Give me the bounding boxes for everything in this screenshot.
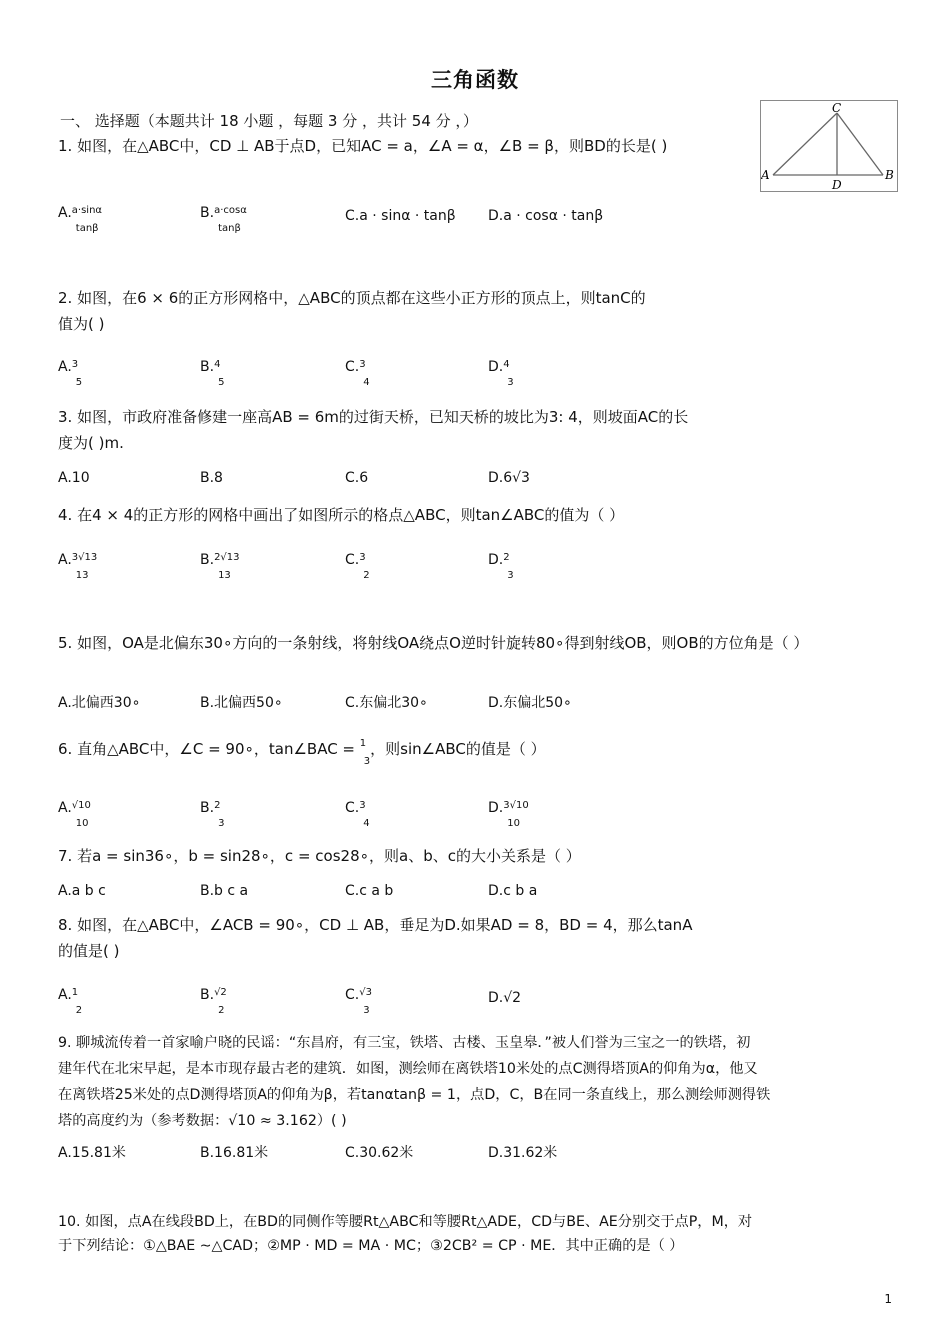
q9-option-a[interactable]: A.15.81米: [58, 1145, 126, 1161]
q2-d-den: 3: [507, 377, 514, 388]
q4-option-d[interactable]: D. 2 3: [488, 552, 514, 581]
q4-a-den: 13: [75, 570, 89, 581]
q7-stem: 7. 若a = sin36∘，b = sin28∘，c = cos28∘，则a、b、c的大小关系是（ ）: [58, 847, 581, 865]
q2-option-c[interactable]: C. 3 4: [345, 359, 370, 388]
q9-option-b[interactable]: B.16.81米: [200, 1145, 269, 1161]
page-number: 1: [884, 1292, 892, 1306]
q7-option-a[interactable]: A.a b c: [58, 883, 106, 899]
q4-b-den: 13: [218, 570, 231, 581]
q3-option-b[interactable]: B.8: [200, 470, 223, 486]
q1-a-num: a·sinα: [71, 205, 103, 216]
q8-a-num: 1: [71, 987, 79, 998]
q4-c-den: 2: [363, 570, 370, 581]
q8-option-c[interactable]: C. √3 3: [345, 987, 372, 1016]
q6-stem-post: ，则sin∠ABC的值是（ ）: [370, 740, 546, 758]
q6-frac-den: 3: [363, 756, 371, 767]
q6-a-num: √10: [71, 800, 91, 811]
q9-line2: 建年代在北宋早起，是本市现存最古老的建筑．如图，测绘师在离铁塔10米处的点C测得塔顶A的仰角为α，他又: [58, 1061, 758, 1077]
q6-frac-num: 1: [359, 738, 367, 749]
q4-c-num: 3: [359, 552, 366, 563]
page-title: 三角函数: [431, 68, 519, 92]
triangle-diagram: [761, 101, 897, 191]
q8-option-a[interactable]: A. 1 2: [58, 987, 83, 1016]
q2-option-a[interactable]: A. 3 5: [58, 359, 83, 388]
q4-b-num: 2√13: [214, 552, 240, 563]
q2-a-num: 3: [71, 359, 79, 370]
q8-option-d[interactable]: D.√2: [488, 990, 522, 1006]
q6-option-a[interactable]: A. √10 10: [58, 800, 91, 829]
q6-d-num: 3√10: [503, 800, 529, 811]
q1-option-a[interactable]: A. a·sinα tanβ: [58, 205, 103, 234]
q6-option-b[interactable]: B. 2 3: [200, 800, 225, 829]
q2-stem-line1: 2. 如图，在6 × 6的正方形网格中，△ABC的顶点都在这些小正方形的顶点上，则tanC的: [58, 289, 646, 307]
section-heading: 一、 选择题（本题共计 18 小题 ，每题 3 分 ，共计 54 分 ，）: [60, 112, 478, 130]
q6-b-num: 2: [214, 800, 221, 811]
side-ac: [773, 113, 837, 175]
q4-option-a[interactable]: A. 3√13 13: [58, 552, 98, 581]
q4-stem: 4. 在4 × 4的正方形的网格中画出了如图所示的格点△ABC，则tan∠ABC的值为（ ）: [58, 506, 625, 524]
q5-option-b[interactable]: B.北偏西50∘: [200, 695, 283, 711]
q10-line2: 于下列结论：①△BAE ∼△CAD；②MP · MD = MA · MC；③2CB² = CP · ME．其中正确的是（ ）: [58, 1238, 684, 1254]
q2-d-num: 4: [503, 359, 510, 370]
q1-option-d[interactable]: D.a · cosα · tanβ: [488, 208, 604, 224]
q6-stem: [58, 738, 546, 768]
q4-a-num: 3√13: [71, 552, 98, 563]
q7-option-b[interactable]: B.b c a: [200, 883, 249, 899]
q1-b-den: tanβ: [218, 223, 241, 234]
label-d: D: [832, 178, 842, 191]
q8-stem-line2: 的值是( ): [58, 942, 120, 960]
q4-d-den: 3: [507, 570, 514, 581]
q8-c-den: 3: [363, 1005, 370, 1016]
q8-option-b[interactable]: B. √2 2: [200, 987, 227, 1016]
q8-a-den: 2: [75, 1005, 83, 1016]
q1-option-c[interactable]: C.a · sinα · tanβ: [345, 208, 456, 224]
q8-c-num: √3: [359, 987, 372, 998]
q6-option-c[interactable]: C. 3 4: [345, 800, 370, 829]
q4-option-b[interactable]: B. 2√13 13: [200, 552, 240, 581]
side-cb: [837, 113, 883, 175]
q6-c-num: 3: [359, 800, 366, 811]
q7-option-d[interactable]: D.c b a: [488, 883, 538, 899]
q2-b-num: 4: [214, 359, 221, 370]
q2-stem-line2: 值为( ): [58, 315, 105, 333]
q1-a-den: tanβ: [75, 223, 99, 234]
q8-b-den: 2: [218, 1005, 225, 1016]
q5-option-a[interactable]: A.北偏西30∘: [58, 695, 141, 711]
q10-line1: 10. 如图，点A在线段BD上，在BD的同侧作等腰Rt△ABC和等腰Rt△ADE，CD与BE、AE分别交于点P，M，对: [58, 1214, 753, 1230]
q4-d-num: 2: [503, 552, 510, 563]
q5-option-c[interactable]: C.东偏北30∘: [345, 695, 428, 711]
q1-option-b[interactable]: B. a·cosα tanβ: [200, 205, 247, 234]
q5-option-d[interactable]: D.东偏北50∘: [488, 695, 572, 711]
q8-b-num: √2: [214, 987, 227, 998]
q6-d-den: 10: [507, 818, 520, 829]
q1-stem: 1. 如图，在△ABC中，CD ⊥ AB于点D，已知AC = a，∠A = α，∠B = β，则BD的长是( ): [58, 137, 668, 155]
q2-option-d[interactable]: D. 4 3: [488, 359, 514, 388]
q3-stem-line1: 3. 如图，市政府准备修建一座高AB = 6m的过街天桥，已知天桥的坡比为3: 4，则坡面AC的长: [58, 408, 689, 426]
q8-stem-line1: 8. 如图，在△ABC中，∠ACB = 90∘，CD ⊥ AB，垂足为D.如果AD = 8，BD = 4，那么tanA: [58, 916, 693, 934]
q3-option-d[interactable]: D.6√3: [488, 470, 530, 486]
q6-option-d[interactable]: D. 3√10 10: [488, 800, 529, 829]
q4-option-c[interactable]: C. 3 2: [345, 552, 370, 581]
q2-a-den: 5: [75, 377, 83, 388]
q9-line3: 在离铁塔25米处的点D测得塔顶A的仰角为β，若tanαtanβ = 1，点D，C，B在同一条直线上，那么测绘师测得铁: [58, 1087, 771, 1103]
q1-b-num: a·cosα: [214, 205, 247, 216]
triangle-figure: [760, 100, 898, 192]
q2-c-num: 3: [359, 359, 366, 370]
q9-line1: 9. 聊城流传着一首家喻户晓的民谣：“东昌府，有三宝，铁塔、古楼、玉皇皋．”被人们誉为三宝之一的铁塔，初: [58, 1035, 751, 1051]
q6-stem-pre: 6. 直角△ABC中，∠C = 90∘，tan∠BAC =: [58, 740, 360, 758]
q6-b-den: 3: [218, 818, 225, 829]
label-a: A: [761, 168, 770, 182]
q2-b-den: 5: [218, 377, 225, 388]
q9-line4: 塔的高度约为（参考数据：√10 ≈ 3.162）( ): [58, 1113, 347, 1129]
label-c: C: [832, 101, 842, 115]
q5-stem: 5. 如图，OA是北偏东30∘方向的一条射线，将射线OA绕点O逆时针旋转80∘得到射线OB，则OB的方位角是（ ）: [58, 634, 809, 652]
q3-option-a[interactable]: A.10: [58, 470, 90, 486]
q6-c-den: 4: [363, 818, 370, 829]
q3-stem-line2: 度为( )m.: [58, 434, 124, 452]
q2-c-den: 4: [363, 377, 370, 388]
q2-option-b[interactable]: B. 4 5: [200, 359, 225, 388]
q9-option-d[interactable]: D.31.62米: [488, 1145, 558, 1161]
label-b: B: [885, 168, 894, 182]
q7-option-c[interactable]: C.c a b: [345, 883, 394, 899]
q6-a-den: 10: [75, 818, 89, 829]
q9-option-c[interactable]: C.30.62米: [345, 1145, 414, 1161]
q3-option-c[interactable]: C.6: [345, 470, 369, 486]
